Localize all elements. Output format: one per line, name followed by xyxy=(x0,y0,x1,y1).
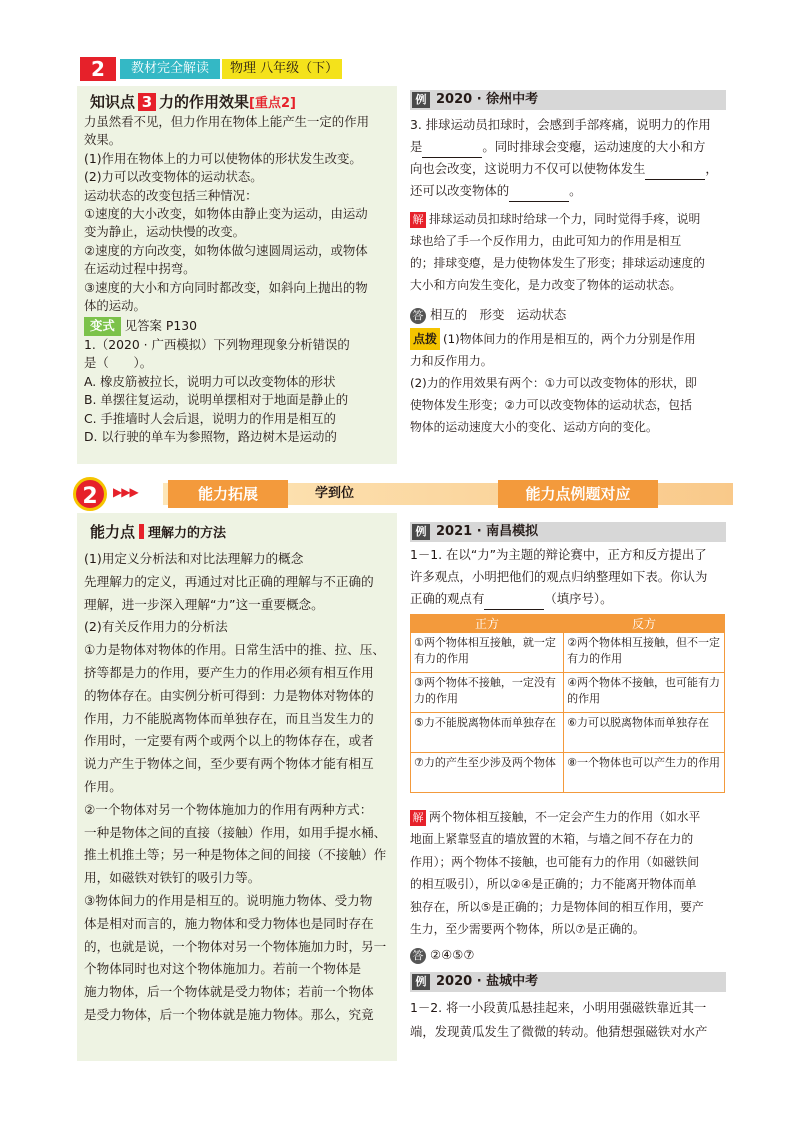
text-line: ②速度的方向改变，如物体做匀速圆周运动，或物体 xyxy=(84,242,368,258)
text-line: 力虽然看不见，但力作用在物体上能产生一定的作用 xyxy=(84,114,369,129)
answer-icon: 答 xyxy=(410,948,426,964)
example-header xyxy=(410,972,726,992)
text-line: 效果。 xyxy=(84,132,122,148)
solution-icon: 解 xyxy=(410,810,426,826)
q-text: 是 xyxy=(410,139,423,154)
section-number: 2 xyxy=(73,477,107,511)
text-line: (1)作用在物体上的力可以使物体的形状发生改变。 xyxy=(84,150,362,166)
viewpoints-table xyxy=(410,614,725,793)
text-line: 的，也就是说，一个物体对另一个物体施加力时，另一 xyxy=(84,938,387,954)
text-line: 用，如磁铁对铁钉的吸引力等。 xyxy=(84,870,261,886)
red-bar xyxy=(139,524,144,539)
arrows-icon: ▶▶▶ xyxy=(113,485,138,499)
table-row xyxy=(411,673,725,713)
section-subtitle: 学到位 xyxy=(315,486,355,501)
tip-text: (1)物体间力的作用是相互的，两个力分别是作用 xyxy=(443,332,696,346)
option-d: D. 以行驶的单车为参照物，路边树木是运动的 xyxy=(84,428,337,444)
table-cell: ⑥力可以脱离物体而单独存在 xyxy=(564,713,725,753)
solution-line: 的相互吸引），所以②④是正确的；力不能离开物体而单 xyxy=(410,877,697,892)
book-title: 教材完全解读 xyxy=(120,59,220,79)
text-line: 推土机推土等；另一种是物体之间的间接（不接触）作 xyxy=(84,847,387,863)
table-cell: ⑧一个物体也可以产生力的作用 xyxy=(564,753,725,793)
text-line: 说力产生于物体之间，至少要有两个物体才能有相互 xyxy=(84,756,374,772)
table-row xyxy=(411,753,725,793)
table-row xyxy=(411,633,725,673)
question-line: 1－2. 将一小段黄瓜悬挂起来，小明用强磁铁靠近其一 xyxy=(410,1000,707,1015)
q-text: 。同时排球会变瘪，运动速度的大小和方 xyxy=(482,139,706,154)
key-tag: [重点2] xyxy=(249,96,296,111)
solution-text: 排球运动员扣球时给球一个力，同时觉得手疼，说明 xyxy=(429,212,701,226)
solution-line xyxy=(410,208,728,230)
example1-solution xyxy=(410,208,728,296)
kp-title-text: 力的作用效果 xyxy=(159,93,250,111)
example-icon: 例 xyxy=(412,92,430,108)
page-number: 2 xyxy=(80,57,116,81)
kp-number: 3 xyxy=(138,93,156,111)
solution-line: 球也给了手一个反作用力，由此可知力的作用是相互 xyxy=(410,234,682,248)
knowledge-point-body xyxy=(84,113,392,446)
text-line: ①速度的大小改变，如物体由静止变为运动，由运动 xyxy=(84,206,368,222)
text-line: ③速度的大小和方向同时都改变，如斜向上抛出的物 xyxy=(84,279,368,295)
question-line xyxy=(410,158,728,180)
example-header xyxy=(410,522,726,542)
q-text: 还可以改变物体的 xyxy=(410,183,510,198)
table-cell: ④两个物体不接触，也可能有力的作用 xyxy=(564,673,725,713)
solution-line xyxy=(410,806,728,828)
option-b: B. 单摆往复运动，说明单摆相对于地面是静止的 xyxy=(84,392,349,408)
tip-line: 物体的运动速度大小的变化、运动方向的变化。 xyxy=(410,420,658,434)
solution-icon: 解 xyxy=(410,212,426,228)
question-line: 1－1. 在以“力”为主题的辩论赛中，正方和反方提出了 xyxy=(410,547,707,562)
tip-line: (2)力的作用效果有两个：①力可以改变物体的形状，即 xyxy=(410,376,697,390)
answer-icon: 答 xyxy=(410,308,426,324)
column-header-pro: 正方 xyxy=(411,615,564,633)
subject-grade: 物理 八年级（下） xyxy=(222,59,342,79)
example-source: 2020 · 盐城中考 xyxy=(436,974,539,989)
text-line: 个物体同时也对这个物体施加力。若前一个物体是 xyxy=(84,961,362,977)
text-line: 运动状态的改变包括三种情况： xyxy=(84,187,258,203)
table-cell: ⑤力不能脱离物体而单独存在 xyxy=(411,713,564,753)
table-row xyxy=(411,713,725,753)
text-line: 的物体存在。由实例分析可得到：力是物体对物体的 xyxy=(84,687,374,703)
solution-line: 的；排球变瘪，是力使物体发生了形变；排球运动速度的 xyxy=(410,256,705,270)
text-line: (2)有关反作用力的分析法 xyxy=(84,619,228,635)
section-title-ability: 能力拓展 xyxy=(168,480,288,508)
table-cell: ②两个物体相互接触，但不一定有力的作用 xyxy=(564,633,725,673)
tip-line: 力和反作用力。 xyxy=(410,354,493,368)
answer-blank[interactable] xyxy=(422,144,482,158)
question-line: 是（ ）。 xyxy=(84,355,153,371)
text-line: ①力是物体对物体的作用。日常生活中的推、拉、压、 xyxy=(84,642,385,658)
text-line: 作用时，一定要有两个或两个以上的物体存在，或者 xyxy=(84,733,374,749)
text-line: ②一个物体对另一个物体施加力的作用有两种方式： xyxy=(84,801,373,817)
text-line: 作用，力不能脱离物体而单独存在，而且当发生力的 xyxy=(84,710,374,726)
example1-answer xyxy=(410,304,728,326)
text-line: (2)力可以改变物体的运动状态。 xyxy=(84,169,263,185)
q-text: 正确的观点有 xyxy=(410,591,485,606)
ap-title-text: 理解力的方法 xyxy=(148,526,227,541)
option-c: C. 手推墙时人会后退，说明力的作用是相互的 xyxy=(84,410,336,426)
answer-text: ②④⑤⑦ xyxy=(430,947,475,962)
table-cell: ⑦力的产生至少涉及两个物体 xyxy=(411,753,564,793)
q-text: 。 xyxy=(569,183,582,198)
example-icon: 例 xyxy=(412,524,430,540)
answer-blank[interactable] xyxy=(645,166,705,180)
text-line: 挤等都是力的作用，要产生力的作用必须有相互作用 xyxy=(84,664,374,680)
solution-line: 独存在，所以⑤是正确的；力是物体间的相互作用，要产 xyxy=(410,899,704,914)
variant-row xyxy=(84,317,392,335)
text-line: 体是相对而言的，施力物体和受力物体也是同时存在 xyxy=(84,915,374,931)
text-line: 一种是物体之间的直接（接触）作用，如用手提水桶、 xyxy=(84,824,387,840)
example2-answer xyxy=(410,944,728,966)
answer-blank[interactable] xyxy=(509,188,569,202)
text-line: 施力物体，后一个物体就是受力物体；若前一个物体 xyxy=(84,984,374,1000)
text-line: 体的运动。 xyxy=(84,298,146,314)
example-source: 2021 · 南昌模拟 xyxy=(436,524,539,539)
answer-text: 相互的 形变 运动状态 xyxy=(430,307,567,322)
example-header xyxy=(410,90,726,110)
question-line xyxy=(410,588,728,610)
ap-prefix: 能力点 xyxy=(90,523,136,541)
table-header-row xyxy=(411,615,725,633)
q-text: （填序号）。 xyxy=(544,591,613,606)
text-line: ③物体间力的作用是相互的。说明施力物体、受力物 xyxy=(84,892,373,908)
question-line xyxy=(410,136,728,158)
option-a: A. 橡皮筋被拉长，说明力可以改变物体的形状 xyxy=(84,373,336,389)
solution-line: 生力，至少需要两个物体，所以⑦是正确的。 xyxy=(410,922,645,937)
variant-tag: 变式 xyxy=(84,317,121,335)
section-title-examples: 能力点例题对应 xyxy=(498,480,658,508)
example-icon: 例 xyxy=(412,974,430,990)
example3-question xyxy=(410,996,728,1044)
text-line: 先理解力的定义，再通过对比正确的理解与不正确的 xyxy=(84,573,374,589)
example1-question xyxy=(410,114,728,202)
kp-prefix: 知识点 xyxy=(90,93,136,111)
section-banner xyxy=(73,477,733,509)
answer-blank[interactable] xyxy=(484,596,544,610)
table-cell: ③两个物体不接触，一定没有力的作用 xyxy=(411,673,564,713)
text-line: 理解，进一步深入理解“力”这一重要概念。 xyxy=(84,596,324,612)
solution-line: 作用）；两个物体不接触，也可能有力的作用（如磁铁间 xyxy=(410,854,700,869)
solution-line: 大小和方向发生变化，是力改变了物体的运动状态。 xyxy=(410,278,682,292)
ability-point-title xyxy=(90,521,226,542)
question-line: 端，发现黄瓜发生了微微的转动。他猜想强磁铁对水产 xyxy=(410,1024,708,1039)
column-header-con: 反方 xyxy=(564,615,725,633)
question-line: 1.（2020 · 广西模拟）下列物理现象分析错误的 xyxy=(84,336,350,352)
text-line: 变为静止，运动快慢的改变。 xyxy=(84,224,246,240)
question-line: 许多观点，小明把他们的观点归纳整理如下表。你认为 xyxy=(410,569,708,584)
q-text: 向也会改变，这说明力不仅可以使物体发生 xyxy=(410,161,646,176)
text-line: 在运动过程中拐弯。 xyxy=(84,261,196,277)
knowledge-point-title xyxy=(90,91,296,112)
page-header xyxy=(0,0,800,80)
table-cell: ①两个物体相互接触，就一定有力的作用 xyxy=(411,633,564,673)
variant-answer-ref: 见答案 P130 xyxy=(124,318,197,334)
question-line: 3. 排球运动员扣球时，会感到手部疼痛，说明力的作用 xyxy=(410,117,711,132)
solution-text: 两个物体相互接触，不一定会产生力的作用（如水平 xyxy=(429,810,701,824)
ability-point-body xyxy=(84,548,392,1027)
text-line: (1)用定义分析法和对比法理解力的概念 xyxy=(84,551,304,566)
example2-question xyxy=(410,544,728,610)
solution-line: 地面上紧靠竖直的墙放置的木箱，与墙之间不存在力的 xyxy=(410,832,694,847)
text-line: 作用。 xyxy=(84,778,122,794)
question-line xyxy=(410,180,728,202)
tip-line: 使物体发生形变；②力可以改变物体的运动状态，包括 xyxy=(410,398,692,412)
example-source: 2020 · 徐州中考 xyxy=(436,92,539,107)
example2-solution xyxy=(410,806,728,940)
text-line: 是受力物体，后一个物体就是施力物体。那么，究竟 xyxy=(84,1006,374,1022)
tip-tag: 点拨 xyxy=(410,328,440,350)
example1-tip xyxy=(410,328,728,438)
q-text: ， xyxy=(705,161,718,176)
